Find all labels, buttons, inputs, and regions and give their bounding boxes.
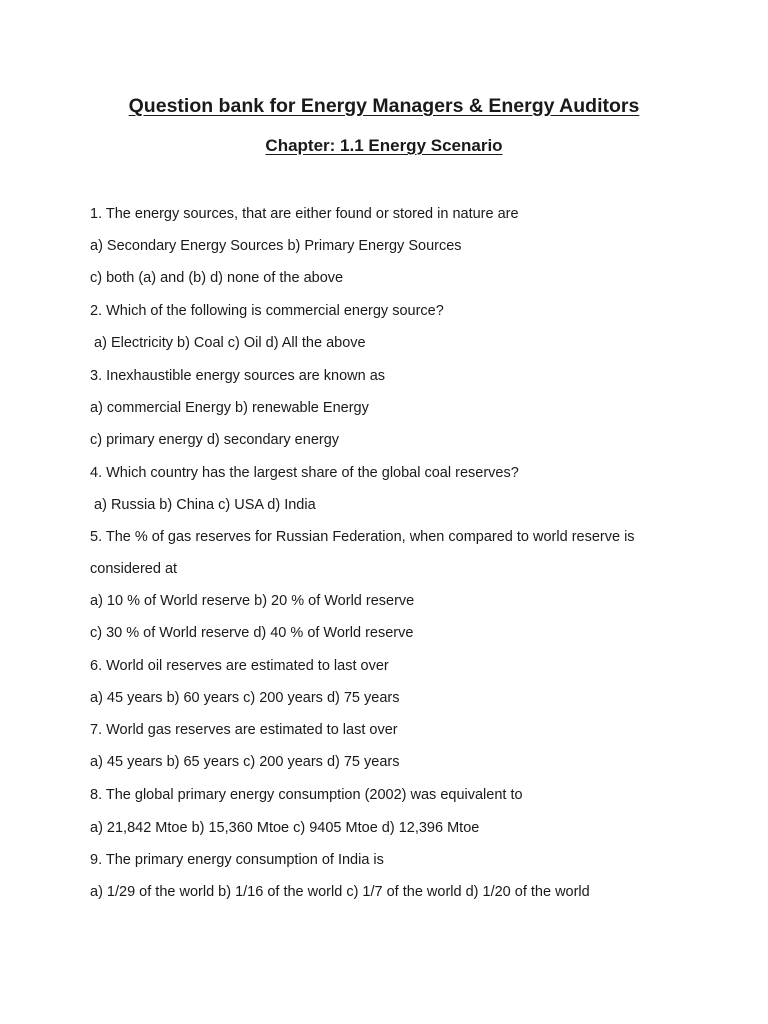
question-line: 4. Which country has the largest share of the global coal reserves? [90, 465, 519, 481]
question-line: 3. Inexhaustible energy sources are known as [90, 368, 386, 384]
option-line: a) 21,842 Mtoe b) 15,360 Mtoe c) 9405 Mtoe d) 12,396 Mtoe [90, 820, 480, 836]
question-line: 9. The primary energy consumption of India is [90, 852, 384, 868]
option-line: a) commercial Energy b) renewable Energy [90, 400, 369, 416]
option-line: a) 45 years b) 60 years c) 200 years d) 75 years [90, 690, 400, 706]
question-line: 8. The global primary energy consumption (2002) was equivalent to [90, 787, 523, 803]
question-line: 5. The % of gas reserves for Russian Federation, when compared to world reserve is [90, 529, 635, 545]
question-line: 7. World gas reserves are estimated to last over [90, 722, 398, 738]
question-line: 2. Which of the following is commercial energy source? [90, 303, 444, 319]
option-line: a) 1/29 of the world b) 1/16 of the world c) 1/7 of the world d) 1/20 of the world [90, 884, 590, 900]
option-line: a) Electricity b) Coal c) Oil d) All the above [90, 335, 366, 351]
option-line: a) Russia b) China c) USA d) India [90, 497, 316, 513]
chapter-heading: Chapter: 1.1 Energy Scenario [265, 136, 503, 155]
option-line: a) 10 % of World reserve b) 20 % of World reserve [90, 593, 415, 609]
option-line: a) Secondary Energy Sources b) Primary Energy Sources [90, 238, 462, 254]
question-line-continuation: considered at [90, 561, 178, 577]
option-line: c) primary energy d) secondary energy [90, 432, 340, 448]
question-line: 6. World oil reserves are estimated to last over [90, 658, 389, 674]
question-line: 1. The energy sources, that are either found or stored in nature are [90, 206, 519, 222]
document-title: Question bank for Energy Managers & Energy Auditors [128, 95, 640, 117]
option-line: a) 45 years b) 65 years c) 200 years d) 75 years [90, 754, 400, 770]
option-line: c) 30 % of World reserve d) 40 % of World reserve [90, 625, 414, 641]
option-line: c) both (a) and (b) d) none of the above [90, 270, 344, 286]
